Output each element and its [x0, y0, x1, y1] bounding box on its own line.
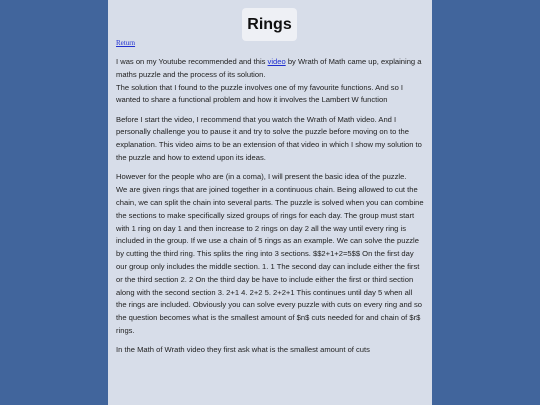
puzzle-description: We are given rings that are joined together in a continuous chain. Being allowed to cut the chain, we can split the chain into several parts. The puzzle is solved when you can combine the sections to make specifically sized groups of rings for each day. The group must start with 1 ring on day 1 and then increase to 2 rings on day 2 all the way until every ring is included in the group. If we use a chain of 5 rings as an example. We can solve the puzzle by cutting the third ring. This splits the ring into 3 sections. $$2+1+2=5$$ On the first day our group only includes the middle section. 1. 1 The second day can include either the first or the third section 2. 2 On the third day be have to include either the first or third section along with the second section 3. 2+1 4. 2+2 5. 2+2+1 This continues until day 5 when all the rings are included. Obviously you can solve every puzzle with cuts on every ring and so the question becomes what is the smallest amount of $n$ cuts needed for and chain of $r$ rings.: [116, 185, 424, 335]
intro-paragraph: [116, 56, 424, 107]
intro-text: I was on my Youtube recommended and this: [116, 57, 268, 66]
puzzle-paragraph: [116, 171, 424, 337]
page-title: Rings: [247, 15, 292, 33]
article-body: [116, 56, 424, 364]
video-link[interactable]: video: [267, 57, 286, 66]
return-link[interactable]: Return: [116, 39, 136, 47]
intro-text-second-line: The solution that I found to the puzzle involves one of my favourite functions. And so I wanted to share a functional problem and how it involves the Lambert W function: [116, 82, 404, 105]
recommendation-paragraph: Before I start the video, I recommend that you watch the Wrath of Math video. And I personally challenge you to pause it and try to solve the puzzle before moving on to the explanation. This video aims to be an extension of that video in which I show my solution to the puzzle and how to extend upon its ideas.: [116, 114, 422, 163]
puzzle-intro: However for the people who are (in a coma), I will present the basic idea of the puzzle.: [116, 172, 407, 182]
intro-text-continued: by Wrath of Math came up, explaining a maths puzzle and the process of its solution.: [116, 57, 422, 79]
next-paragraph: In the Math of Wrath video they first ask what is the smallest amount of cuts: [116, 345, 370, 355]
page-container: [108, 0, 432, 405]
title-box: [242, 8, 297, 41]
